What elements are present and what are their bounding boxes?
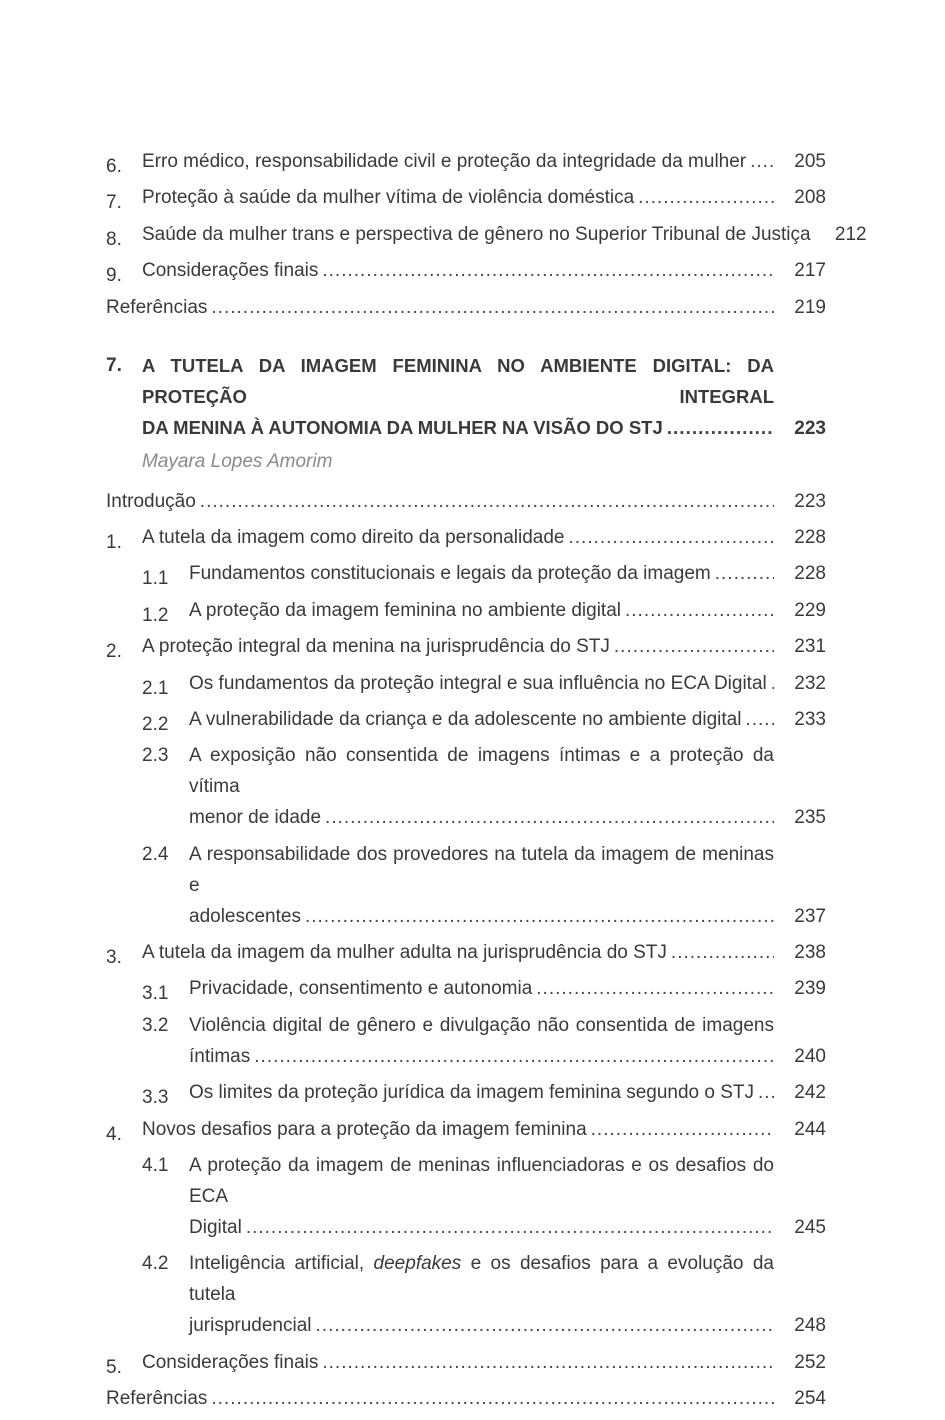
entry-page: 219 [794, 296, 826, 318]
entry-page: 248 [794, 1315, 826, 1337]
toc-entry [106, 937, 826, 969]
entry-title: Considerações finais [142, 1351, 319, 1373]
toc-subentry [106, 1077, 826, 1109]
entry-title-line2: menor de idade [189, 807, 322, 829]
entry-number: 4.1 [142, 1155, 169, 1177]
entry-title: A proteção da imagem feminina no ambiente digital [189, 599, 621, 621]
chapter-page: 223 [794, 417, 826, 439]
entry-title-line2: Digital [189, 1217, 242, 1239]
toc-subentry [106, 595, 826, 627]
toc-entry [106, 631, 826, 663]
toc-entry [106, 1114, 826, 1146]
entry-title: Proteção à saúde da mulher vítima de violência doméstica [142, 187, 635, 209]
entry-number: 2.1 [142, 677, 169, 699]
entry-page: 229 [794, 599, 826, 621]
toc-subentry [106, 839, 826, 933]
entry-title-line1: A exposição não consentida de imagens íntimas e a proteção da vítima [189, 745, 774, 798]
entry-page: 245 [794, 1217, 826, 1239]
entry-title-pre: Inteligência artificial, [189, 1253, 374, 1275]
entry-number: 8. [106, 228, 122, 250]
dot-leader [614, 631, 774, 663]
entry-page: 238 [794, 942, 826, 964]
toc-entry [106, 146, 826, 178]
dot-leader [316, 1310, 774, 1342]
toc-subentry [106, 1248, 826, 1342]
dot-leader [638, 182, 774, 214]
dot-leader [750, 146, 774, 178]
toc-subentry [106, 558, 826, 590]
dot-leader [322, 1347, 774, 1379]
toc-entry [106, 219, 867, 251]
entry-title-emphasis: deepfakes [373, 1253, 462, 1275]
dot-leader [322, 255, 774, 287]
entry-title: Considerações finais [142, 260, 319, 282]
entry-page: 228 [794, 526, 826, 548]
entry-number: 1. [106, 531, 122, 553]
entry-title: Os fundamentos da proteção integral e sua influência no ECA Digital [189, 672, 767, 694]
dot-leader [200, 486, 774, 518]
entry-title: Referências [106, 1388, 208, 1410]
toc-subentry [106, 704, 826, 736]
entry-number: 1.1 [142, 568, 169, 590]
toc-entry [106, 522, 826, 554]
entry-number: 4. [106, 1123, 122, 1145]
entry-title: A proteção integral da menina na jurisprudência do STJ [142, 636, 610, 658]
entry-page: 212 [834, 223, 867, 245]
entry-page: 205 [794, 151, 826, 172]
dot-leader [246, 1212, 774, 1244]
toc-entry [106, 182, 826, 214]
entry-number: 3. [106, 947, 122, 969]
entry-title-line2: jurisprudencial [189, 1315, 312, 1337]
entry-page: 235 [794, 807, 826, 829]
entry-page: 208 [794, 187, 826, 209]
dot-leader [568, 522, 774, 554]
entry-page: 233 [794, 708, 826, 730]
entry-title-line1: A responsabilidade dos provedores na tutela da imagem de meninas e [189, 843, 774, 896]
entry-page: 252 [794, 1351, 826, 1373]
entry-number: 3.3 [142, 1087, 169, 1109]
dot-leader [211, 292, 774, 324]
entry-number: 3.2 [142, 1014, 169, 1036]
entry-title: Privacidade, consentimento e autonomia [189, 978, 533, 1000]
entry-page: 217 [794, 260, 826, 282]
entry-page: 231 [794, 636, 826, 658]
dot-leader [536, 973, 774, 1005]
toc-subentry [106, 1010, 826, 1073]
dot-leader [758, 1077, 774, 1109]
chapter-heading [106, 350, 826, 444]
entry-number: 2.2 [142, 713, 169, 735]
entry-number: 9. [106, 265, 122, 287]
toc-subentry [106, 1150, 826, 1244]
entry-title: Introdução [106, 490, 196, 512]
entry-title-line2: adolescentes [189, 905, 301, 927]
dot-leader [671, 937, 774, 969]
toc-entry [106, 292, 826, 324]
entry-title: Saúde da mulher trans e perspectiva de gênero no Superior Tribunal de Justiça [142, 223, 811, 245]
dot-leader [211, 1383, 774, 1415]
dot-leader [745, 704, 774, 736]
entry-page: 239 [794, 978, 826, 1000]
entry-number: 3.1 [142, 983, 169, 1005]
entry-number: 1.2 [142, 604, 169, 626]
entry-title: Erro médico, responsabilidade civil e proteção da integridade da mulher [142, 151, 747, 172]
entry-page: 228 [794, 563, 826, 585]
entry-number: 2.4 [142, 843, 169, 865]
entry-number: 6. [106, 156, 122, 177]
entry-page: 242 [794, 1082, 826, 1104]
toc-subentry [106, 973, 826, 1005]
toc-entry [106, 255, 826, 287]
entry-title: A tutela da imagem como direito da personalidade [142, 526, 565, 548]
entry-page: 237 [794, 905, 826, 927]
entry-title-post: e os desafios para a evolução da tutela [189, 1253, 774, 1306]
entry-title: A vulnerabilidade da criança e da adolescente no ambiente digital [189, 708, 742, 730]
entry-title-line1: A proteção da imagem de meninas influenciadoras e os desafios do ECA [189, 1155, 774, 1208]
entry-title: Os limites da proteção jurídica da imagem feminina segundo o STJ [189, 1082, 754, 1104]
dot-leader [625, 595, 774, 627]
entry-page: 223 [794, 490, 826, 512]
dot-leader [667, 413, 774, 445]
entry-title: A tutela da imagem da mulher adulta na jurisprudência do STJ [142, 942, 667, 964]
entry-number: 7. [106, 192, 122, 214]
chapter-number: 7. [106, 354, 122, 376]
entry-title: Novos desafios para a proteção da imagem feminina [142, 1118, 587, 1140]
toc-subentry [106, 740, 826, 834]
entry-title-line1 [189, 1248, 826, 1310]
entry-title: Fundamentos constitucionais e legais da proteção da imagem [189, 563, 711, 585]
entry-page: 244 [794, 1118, 826, 1140]
entry-page: 240 [794, 1045, 826, 1067]
dot-leader [591, 1114, 774, 1146]
entry-title-line2: íntimas [189, 1045, 251, 1067]
toc-entry [106, 1383, 826, 1415]
entry-title: Referências [106, 296, 208, 318]
entry-number: 2.3 [142, 745, 169, 767]
entry-title-line1: Violência digital de gênero e divulgação não consentida de imagens [189, 1014, 774, 1036]
entry-page: 232 [794, 672, 826, 694]
chapter-title-line1: A TUTELA DA IMAGEM FEMININA NO AMBIENTE DIGITAL: DA PROTEÇÃO INTEGRAL [142, 354, 774, 407]
chapter-title-line2: DA MENINA À AUTONOMIA DA MULHER NA VISÃO DO STJ [142, 416, 663, 438]
entry-number: 4.2 [142, 1253, 169, 1275]
dot-leader [715, 558, 774, 590]
entry-page: 254 [794, 1388, 826, 1410]
dot-leader [305, 901, 774, 933]
toc-entry-intro [106, 486, 826, 518]
entry-number: 5. [106, 1356, 122, 1378]
dot-leader [254, 1041, 774, 1073]
toc-entry [106, 1347, 826, 1379]
toc-subentry [106, 668, 826, 700]
entry-number: 2. [106, 641, 122, 663]
table-of-contents [106, 146, 867, 1420]
chapter-author: Mayara Lopes Amorim [142, 450, 333, 472]
dot-leader [325, 802, 774, 834]
